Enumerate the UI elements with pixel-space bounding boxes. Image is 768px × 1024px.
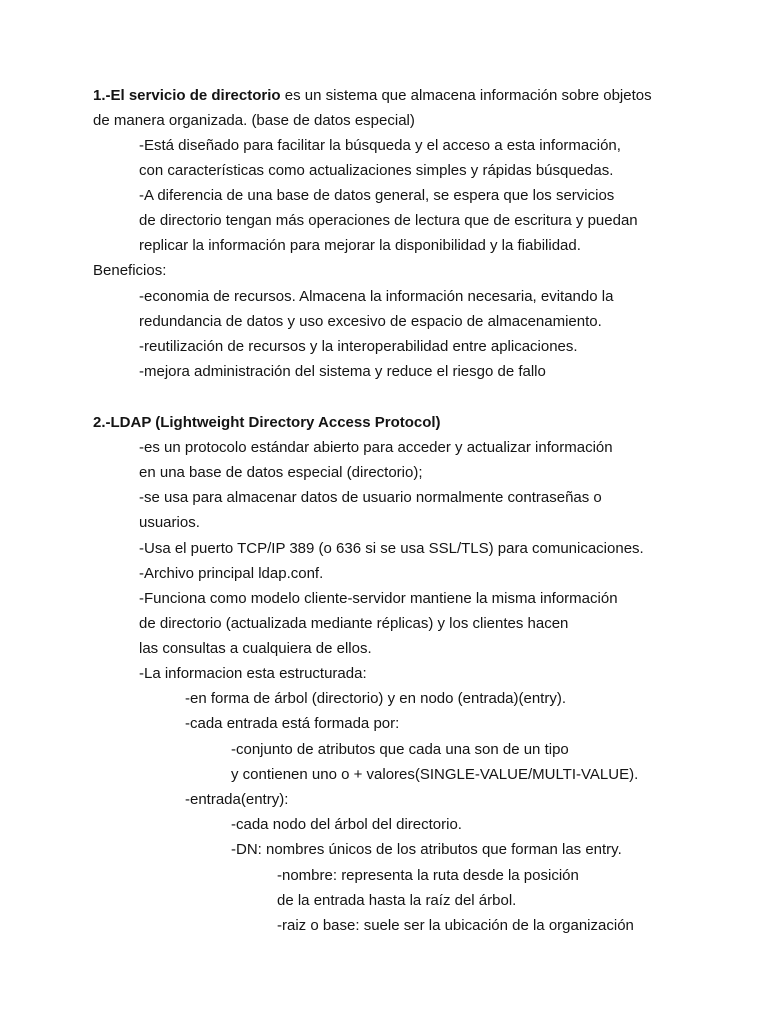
- section-1-title-rest: es un sistema que almacena información sobre objetos: [280, 87, 652, 104]
- benefit-item: -economia de recursos. Almacena la información necesaria, evitando la: [139, 288, 614, 305]
- list-item: -es un protocolo estándar abierto para acceder y actualizar información: [139, 439, 613, 456]
- list-item: de directorio tengan más operaciones de lectura que de escritura y puedan: [139, 212, 638, 229]
- list-item: -Funciona como modelo cliente-servidor mantiene la misma información: [139, 590, 618, 607]
- list-item: -La informacion esta estructurada:: [139, 665, 367, 682]
- list-item: en una base de datos especial (directorio);: [139, 464, 423, 481]
- dn-item: de la entrada hasta la raíz del árbol.: [277, 892, 517, 909]
- entry-heading: -entrada(entry):: [185, 791, 289, 808]
- section-1-title: [93, 86, 652, 106]
- paragraph-line: de manera organizada. (base de datos especial): [93, 112, 415, 129]
- section-1-title-bold: 1.-El servicio de directorio: [93, 87, 281, 104]
- benefit-item: -mejora administración del sistema y reduce el riesgo de fallo: [139, 363, 546, 380]
- list-item: usuarios.: [139, 514, 200, 531]
- list-item: las consultas a cualquiera de ellos.: [139, 640, 372, 657]
- entry-composition-item: -conjunto de atributos que cada una son de un tipo: [231, 741, 569, 758]
- list-item: -Archivo principal ldap.conf.: [139, 565, 324, 582]
- entry-composition-item: y contienen uno o + valores(SINGLE-VALUE/MULTI-VALUE).: [231, 766, 639, 783]
- list-item: replicar la información para mejorar la disponibilidad y la fiabilidad.: [139, 237, 581, 254]
- dn-item: -raiz o base: suele ser la ubicación de la organización: [277, 917, 634, 934]
- benefits-heading: Beneficios:: [93, 262, 167, 279]
- list-item: -se usa para almacenar datos de usuario normalmente contraseñas o: [139, 489, 602, 506]
- list-item: con características como actualizaciones simples y rápidas búsquedas.: [139, 162, 614, 179]
- entry-item: -cada nodo del árbol del directorio.: [231, 816, 462, 833]
- structure-item: -cada entrada está formada por:: [185, 715, 400, 732]
- structure-item: -en forma de árbol (directorio) y en nodo (entrada)(entry).: [185, 690, 567, 707]
- list-item: de directorio (actualizada mediante réplicas) y los clientes hacen: [139, 615, 569, 632]
- benefit-item: redundancia de datos y uso excesivo de espacio de almacenamiento.: [139, 313, 602, 330]
- list-item: -Usa el puerto TCP/IP 389 (o 636 si se usa SSL/TLS) para comunicaciones.: [139, 540, 644, 557]
- entry-item: -DN: nombres únicos de los atributos que forman las entry.: [231, 841, 622, 858]
- list-item: -A diferencia de una base de datos general, se espera que los servicios: [139, 187, 615, 204]
- section-2-title: 2.-LDAP (Lightweight Directory Access Protocol): [93, 414, 441, 431]
- list-item: -Está diseñado para facilitar la búsqueda y el acceso a esta información,: [139, 137, 621, 154]
- benefit-item: -reutilización de recursos y la interoperabilidad entre aplicaciones.: [139, 338, 578, 355]
- dn-item: -nombre: representa la ruta desde la posición: [277, 867, 579, 884]
